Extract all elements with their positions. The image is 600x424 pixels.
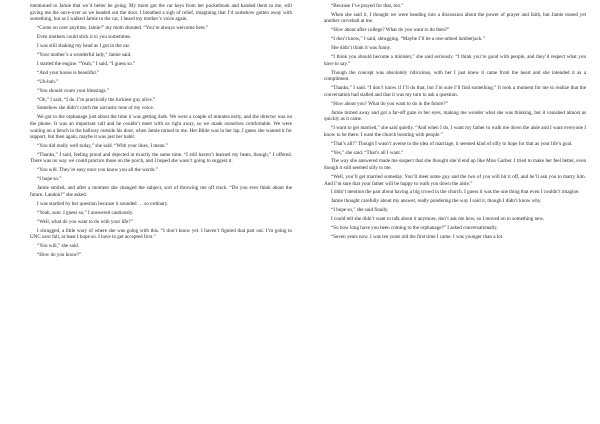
- paragraph: “Oh,” I said, “I do. I’m practically the luckiest guy alive.”: [37, 96, 156, 103]
- paragraph: “Because I’ve prayed for that, too.”: [331, 3, 404, 9]
- paragraph: mentioned to Jamie that we’d better be going. My mom got the car keys from her pocketbook and handed them to me, still giving me the once-over as we headed out the door. I breathed a sigh of relief, imagining that I’d somehow gotten away with something, but as I walked Jamie to the car, I heard my mother’s voice again.: [30, 3, 292, 23]
- paragraph: Somehow she didn’t catch the sarcastic tone of my voice.: [37, 105, 155, 112]
- paragraph: “How about after college? What do you want to do then?”: [331, 27, 450, 34]
- paragraph: When she said it, I thought we were heading into a discussion about the power of prayer and faith, but Jamie tossed yet another curveball at me.: [324, 11, 586, 25]
- right-page: [324, 3, 586, 424]
- paragraph: I was still shaking my head as I got in the car.: [37, 42, 131, 49]
- paragraph: I could tell she didn’t want to talk about it anymore, don’t ask me how, so I moved on to something new.: [331, 216, 545, 223]
- paragraph: “Yeah, sure. I guess so,” I answered cautiously.: [37, 209, 134, 216]
- paragraph: “Thanks,” I said, feeling proud and dejected at exactly the same time. “I still haven’t learned my beats, though,” I offered. There was no way we could practice those on the porch, and I hoped she wasn’t going to suggest it.: [30, 151, 292, 165]
- paragraph: “You should count your blessings.”: [37, 87, 110, 94]
- paragraph: “I think you should become a minister,” she said seriously. “I think you’re good with people, and they’d respect what you have to say.”: [324, 54, 586, 67]
- paragraph: We got to the orphanage just about the time it was getting dark. We were a couple of minutes early, and the director was on the phone. It was an important call and he couldn’t meet with us right away, so we made ourselves comfortable. We were waiting on a bench in the hallway outside his door, when Jamie turned to me. Her Bible was in her lap, I guess she wanted it for support, but then again, maybe it was just her habit.: [30, 114, 292, 141]
- paragraph: Jamie turned away and got a far-off gaze in her eyes, making me wonder what she was thinking, but it vanished almost as quickly as it came.: [324, 109, 586, 123]
- paragraph: She didn’t think it was funny.: [331, 45, 392, 52]
- left-page: [30, 3, 292, 424]
- paragraph: I didn’t mention the part about having a big crowd in the church. I guess it was the one thing that even I couldn’t imagine.: [331, 189, 580, 196]
- paragraph: “I hope so.”: [37, 176, 62, 183]
- paragraph: “I want to get married,” she said quietly. “And when I do, I want my father to walk me down the aisle and I want everyone I know to be there. I want the church bursting with people.”: [324, 125, 586, 138]
- paragraph: Though the concept was absolutely ridiculous, with her I just knew it came from the heart and she intended it as a compliment.: [324, 69, 586, 83]
- paragraph: “Well, you’ll get married someday. You’ll meet some guy and the two of you will hit it off, and he’ll ask you to marry him. And I’m sure that your father will be happy to walk you down the aisle.”: [324, 173, 586, 187]
- paragraph: “You will. They’re easy once you know you all the words.”: [37, 167, 159, 174]
- paragraph: “Yes,” she said. “That’s all I want.”: [331, 149, 404, 156]
- paragraph: “Come on over anytime, Jamie!” my mom shouted. “You’re always welcome here.”: [37, 25, 209, 32]
- paragraph: “Well, what do you want to do with your life?”: [37, 218, 133, 225]
- paragraph: “I hope so,” she said finally.: [331, 207, 389, 214]
- paragraph: Jamie thought carefully about my answer, really pondering the way I said it, though I didn’t know why.: [331, 198, 542, 205]
- paragraph: “So how long have you been coming to the orphanage?” I asked conversationally.: [331, 225, 498, 232]
- paragraph: “Seven years now. I was ten years old the first time I came. I was younger than a lot: [331, 234, 503, 241]
- paragraph: “Your mother’s a wonderful lady,” Jamie said.: [37, 51, 132, 58]
- paragraph: “How do you know?”: [37, 252, 82, 258]
- paragraph: “Thanks,” I said. “I don’t know if I’ll do that, but I’m sure I’ll find something.” It took a moment for me to realize that the conversation had stalled and that it was my turn to ask a question.: [324, 85, 586, 98]
- paragraph: The way she answered made me suspect that she thought she’d end up like Miss Garber. I tried to make her feel better, even though it still seemed silly to me.: [324, 158, 586, 172]
- paragraph: “Uh-huh.”: [37, 78, 59, 85]
- paragraph: “You did really well today,” she said. “With your lines, I mean.”: [37, 142, 168, 149]
- paragraph: “That’s all?” Though I wasn’t averse to the idea of marriage, it seemed kind of silly to hope for that as your life’s goal.: [331, 140, 573, 147]
- paragraph: I shrugged, a little wary of where she was going with this. “I don’t know yet. I haven’t figured that part out. I’m going to UNC next fall, at least I hope so. I have to get accepted first.”: [30, 227, 292, 241]
- paragraph: Even mothers could stick it to you sometimes.: [37, 33, 132, 40]
- paragraph: “You will,” she said.: [37, 243, 80, 250]
- paragraph: “How about you? What do you want to do in the future?”: [331, 100, 448, 107]
- paragraph: I was startled by her question because it sounded … so ordinary.: [37, 200, 169, 207]
- paragraph: I started the engine. “Yeah,” I said, “I guess so.”: [37, 60, 136, 67]
- paragraph: Jamie smiled, and after a moment she changed the subject, sort of throwing me off track. “Do you ever think about the future, Landon?” she asked.: [30, 185, 292, 198]
- paragraph: “I don’t know,” I said, shrugging. “Maybe I’ll be a one-armed lumberjack.”: [331, 36, 485, 43]
- paragraph: “And your house is beautiful.”: [37, 69, 100, 76]
